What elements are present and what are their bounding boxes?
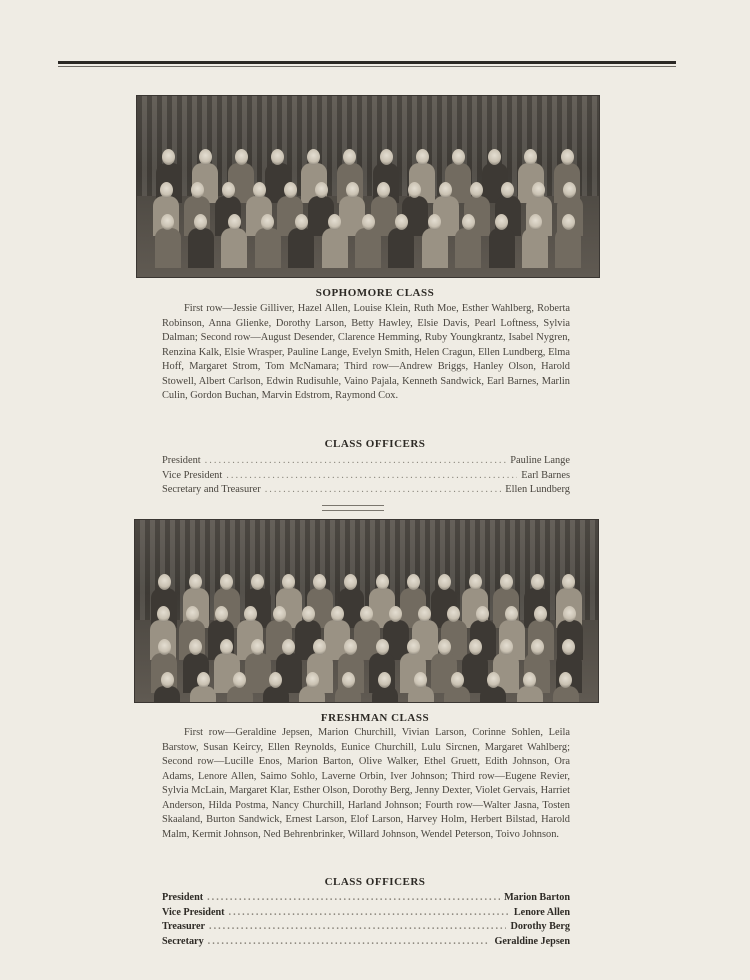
officer-row bbox=[162, 906, 570, 921]
class-group bbox=[135, 571, 598, 702]
student-figure bbox=[227, 686, 253, 703]
officer-name: Dorothy Berg bbox=[510, 921, 570, 932]
student-figure bbox=[190, 686, 216, 703]
student-figure bbox=[322, 228, 348, 268]
student-face bbox=[313, 574, 326, 590]
student-face bbox=[407, 639, 420, 655]
student-face bbox=[529, 214, 542, 230]
officer-role: President bbox=[162, 892, 204, 903]
student-face bbox=[469, 639, 482, 655]
student-face bbox=[407, 574, 420, 590]
student-face bbox=[562, 574, 575, 590]
leader-dots bbox=[226, 469, 517, 484]
ornamental-divider bbox=[322, 505, 384, 511]
student-face bbox=[228, 214, 241, 230]
student-face bbox=[376, 574, 389, 590]
student-face bbox=[220, 574, 233, 590]
student-face bbox=[346, 182, 359, 198]
leader-dots bbox=[229, 906, 510, 921]
student-figure bbox=[455, 228, 481, 268]
student-face bbox=[160, 182, 173, 198]
student-face bbox=[199, 149, 212, 165]
student-face bbox=[253, 182, 266, 198]
leader-dots bbox=[205, 454, 507, 469]
student-face bbox=[439, 182, 452, 198]
student-face bbox=[158, 639, 171, 655]
student-face bbox=[306, 672, 319, 688]
student-figure bbox=[255, 228, 281, 268]
student-figure bbox=[553, 686, 579, 703]
officer-row bbox=[162, 935, 570, 950]
student-face bbox=[561, 149, 574, 165]
student-figure bbox=[335, 686, 361, 703]
sophomore-class-photo bbox=[136, 95, 600, 278]
officer-row bbox=[162, 469, 570, 484]
student-face bbox=[438, 639, 451, 655]
student-face bbox=[438, 574, 451, 590]
student-figure bbox=[517, 686, 543, 703]
class-group bbox=[137, 147, 599, 277]
student-figure bbox=[372, 686, 398, 703]
student-face bbox=[523, 672, 536, 688]
student-face bbox=[235, 149, 248, 165]
student-face bbox=[189, 574, 202, 590]
student-face bbox=[251, 574, 264, 590]
student-figure bbox=[388, 228, 414, 268]
officer-role: Vice President bbox=[162, 906, 225, 918]
leader-dots bbox=[209, 920, 506, 935]
officer-role: Treasurer bbox=[162, 921, 206, 932]
freshman-officers-title: CLASS OFFICERS bbox=[324, 876, 426, 888]
officer-row bbox=[162, 454, 570, 469]
student-figure bbox=[444, 686, 470, 703]
officer-name: Pauline Lange bbox=[510, 455, 570, 466]
student-face bbox=[189, 639, 202, 655]
student-face bbox=[362, 214, 375, 230]
officer-row bbox=[162, 920, 570, 935]
student-face bbox=[408, 182, 421, 198]
freshman-class-caption: First row—Geraldine Jepsen, Marion Churchill, Vivian Larson, Corinne Sohlen, Leila Barstow, Susan Keircy, Ellen Reynolds, Eunice Churchill, Lulu Sircnen, Margaret Wahlberg; Second row—Lucille Enos, Marion Barton, Olive Walker, Ethel Gruett, Edith Johnson, Ora Adams, Lenore Allen, Saimo Sohlo, Laverne Orbin, Iver Johnson; Third row—Eugene Revier, Sylvia McLain, Margaret Klar, Esther Olson, Dorothy Berg, Jenny Dexter, Violet Gervais, Harriet Anderson, Hilda Postma, Nancy Churchill, Harland Johnson; Fourth row—Walter Jasna, Tosten Skaaland, Burton Sandwick, Ernest Larson, Elof Larson, Harvey Holm, Herbert Bilstad, Harold Malm, Kermit Johnson, Ned Behrenbrinker, Willard Johnson, Wendel Peterson, Toivo Johnson. bbox=[162, 727, 570, 840]
student-face bbox=[191, 182, 204, 198]
officer-name: Earl Barnes bbox=[521, 469, 570, 481]
student-face bbox=[315, 182, 328, 198]
student-figure bbox=[555, 228, 581, 268]
sophomore-officers-title: CLASS OFFICERS bbox=[324, 438, 426, 450]
officer-role: Vice President bbox=[162, 469, 223, 481]
officer-name: Geraldine Jepsen bbox=[494, 935, 570, 947]
student-face bbox=[197, 672, 210, 688]
student-face bbox=[500, 639, 513, 655]
leader-dots bbox=[265, 483, 502, 498]
student-face bbox=[380, 149, 393, 165]
student-face bbox=[295, 214, 308, 230]
student-face bbox=[462, 214, 475, 230]
student-face bbox=[469, 574, 482, 590]
freshman-officers-list bbox=[162, 891, 570, 949]
freshman-class-photo bbox=[134, 519, 599, 703]
student-figure bbox=[355, 228, 381, 268]
student-face bbox=[531, 574, 544, 590]
student-face bbox=[233, 672, 246, 688]
student-face bbox=[378, 672, 391, 688]
student-figure bbox=[188, 228, 214, 268]
student-face bbox=[531, 639, 544, 655]
student-face bbox=[377, 182, 390, 198]
officer-row bbox=[162, 483, 570, 498]
top-rule bbox=[58, 61, 676, 64]
student-figure bbox=[154, 686, 180, 703]
officer-role: President bbox=[162, 455, 201, 466]
officer-role: Secretary and Treasurer bbox=[162, 484, 261, 495]
student-face bbox=[501, 182, 514, 198]
student-figure bbox=[155, 228, 181, 268]
student-face bbox=[222, 182, 235, 198]
student-face bbox=[342, 672, 355, 688]
officer-row bbox=[162, 891, 570, 906]
student-figure bbox=[221, 228, 247, 268]
officer-name: Lenore Allen bbox=[513, 906, 570, 918]
student-face bbox=[158, 574, 171, 590]
sophomore-class-caption: First row—Jessie Gilliver, Hazel Allen, Louise Klein, Ruth Moe, Esther Wahlberg, Roberta Robinson, Anna Glienke, Dorothy Larson, Betty Hawley, Elsie Davis, Pearl Loftness, Sylvia Dalman; Second row—August Desender, Clarence Hemming, Ruby Youngkrantz, Isabel Nygren, Renzina Kalk, Elsie Wrasper, Pauline Lange, Evelyn Smith, Helen Cragun, Ellen Lundberg, Elma Hoff, Margaret Strom, Tom McNamara; Third row—Andrew Briggs, Hanley Olson, Harold Stowell, Albert Carlson, Edwin Rudisuhle, Vaino Pajala, Kenneth Sandwick, Earl Barnes, Marlin Culin, Gordon Buchan, Marvin Edstrom, Raymond Cox. bbox=[162, 303, 570, 401]
student-figure bbox=[489, 228, 515, 268]
student-face bbox=[451, 672, 464, 688]
student-face bbox=[487, 672, 500, 688]
student-figure bbox=[299, 686, 325, 703]
student-face bbox=[376, 639, 389, 655]
student-figure bbox=[288, 228, 314, 268]
student-face bbox=[532, 182, 545, 198]
student-figure bbox=[480, 686, 506, 703]
student-face bbox=[284, 182, 297, 198]
officer-name: Marion Barton bbox=[504, 892, 570, 903]
sophomore-officers-list bbox=[162, 454, 570, 498]
student-figure bbox=[263, 686, 289, 703]
leader-dots bbox=[207, 891, 500, 906]
student-face bbox=[416, 149, 429, 165]
officer-name: Ellen Lundberg bbox=[505, 484, 570, 495]
leader-dots bbox=[208, 935, 491, 950]
student-face bbox=[563, 182, 576, 198]
student-face bbox=[282, 574, 295, 590]
student-face bbox=[470, 182, 483, 198]
student-figure bbox=[408, 686, 434, 703]
student-figure bbox=[522, 228, 548, 268]
student-face bbox=[500, 574, 513, 590]
freshman-class-title: FRESHMAN CLASS bbox=[320, 712, 430, 724]
student-face bbox=[161, 672, 174, 688]
officer-role: Secretary bbox=[162, 935, 204, 947]
sophomore-class-title: SOPHOMORE CLASS bbox=[315, 287, 435, 299]
student-figure bbox=[422, 228, 448, 268]
